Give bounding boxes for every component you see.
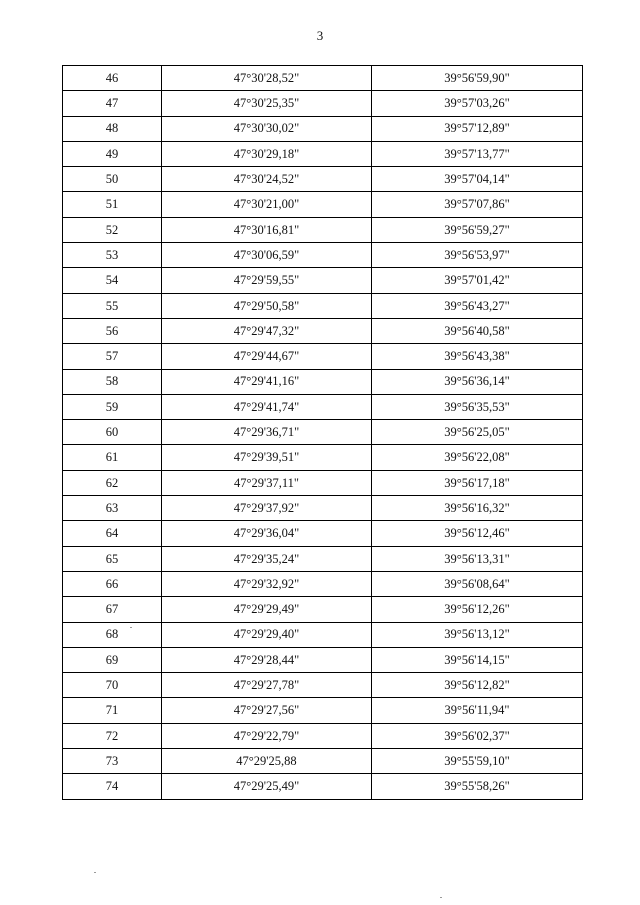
point-number-cell: 66	[63, 571, 162, 596]
point-number-cell: 48	[63, 116, 162, 141]
latitude-cell: 47°30'30,02"	[162, 116, 372, 141]
latitude-cell: 47°29'32,92"	[162, 571, 372, 596]
longitude-cell: 39°57'01,42"	[372, 268, 583, 293]
table-row	[63, 622, 583, 647]
table-row	[63, 597, 583, 622]
longitude-cell: 39°56'43,38"	[372, 344, 583, 369]
table-row	[63, 698, 583, 723]
table-row	[63, 217, 583, 242]
table-row	[63, 116, 583, 141]
latitude-cell: 47°29'37,92"	[162, 496, 372, 521]
longitude-cell: 39°56'12,46"	[372, 521, 583, 546]
table-row	[63, 344, 583, 369]
longitude-cell: 39°57'12,89"	[372, 116, 583, 141]
longitude-cell: 39°56'22,08"	[372, 445, 583, 470]
point-number-cell: 49	[63, 141, 162, 166]
latitude-cell: 47°29'29,49"	[162, 597, 372, 622]
table-row	[63, 293, 583, 318]
point-number-cell: 58	[63, 369, 162, 394]
point-number-cell: 71	[63, 698, 162, 723]
point-number-cell: 52	[63, 217, 162, 242]
latitude-cell: 47°29'35,24"	[162, 546, 372, 571]
point-number-cell: 70	[63, 673, 162, 698]
longitude-cell: 39°56'59,27"	[372, 217, 583, 242]
point-number-cell: 55	[63, 293, 162, 318]
table-row	[63, 521, 583, 546]
point-number-cell: 64	[63, 521, 162, 546]
longitude-cell: 39°56'59,90"	[372, 66, 583, 91]
longitude-cell: 39°57'07,86"	[372, 192, 583, 217]
point-number-cell: 53	[63, 243, 162, 268]
point-number-cell: 67	[63, 597, 162, 622]
point-number-cell: 57	[63, 344, 162, 369]
point-number-cell: 73	[63, 749, 162, 774]
table-row	[63, 66, 583, 91]
longitude-cell: 39°57'04,14"	[372, 167, 583, 192]
latitude-cell: 47°29'39,51"	[162, 445, 372, 470]
coordinates-table-body	[63, 66, 583, 800]
longitude-cell: 39°56'25,05"	[372, 420, 583, 445]
scan-speck	[130, 627, 132, 628]
table-row	[63, 91, 583, 116]
point-number-cell: 54	[63, 268, 162, 293]
table-row	[63, 445, 583, 470]
longitude-cell: 39°56'13,31"	[372, 546, 583, 571]
longitude-cell: 39°56'12,26"	[372, 597, 583, 622]
longitude-cell: 39°56'53,97"	[372, 243, 583, 268]
table-row	[63, 546, 583, 571]
point-number-cell: 69	[63, 647, 162, 672]
point-number-cell: 68	[63, 622, 162, 647]
longitude-cell: 39°56'08,64"	[372, 571, 583, 596]
latitude-cell: 47°29'27,56"	[162, 698, 372, 723]
latitude-cell: 47°29'28,44"	[162, 647, 372, 672]
point-number-cell: 62	[63, 470, 162, 495]
point-number-cell: 65	[63, 546, 162, 571]
point-number-cell: 51	[63, 192, 162, 217]
table-row	[63, 369, 583, 394]
latitude-cell: 47°29'47,32"	[162, 318, 372, 343]
table-row	[63, 167, 583, 192]
longitude-cell: 39°55'59,10"	[372, 749, 583, 774]
longitude-cell: 39°56'13,12"	[372, 622, 583, 647]
longitude-cell: 39°57'03,26"	[372, 91, 583, 116]
point-number-cell: 56	[63, 318, 162, 343]
table-row	[63, 749, 583, 774]
table-row	[63, 673, 583, 698]
latitude-cell: 47°29'36,71"	[162, 420, 372, 445]
latitude-cell: 47°29'36,04"	[162, 521, 372, 546]
table-row	[63, 268, 583, 293]
table-row	[63, 774, 583, 799]
latitude-cell: 47°29'29,40"	[162, 622, 372, 647]
point-number-cell: 60	[63, 420, 162, 445]
point-number-cell: 61	[63, 445, 162, 470]
latitude-cell: 47°29'22,79"	[162, 723, 372, 748]
table-row	[63, 723, 583, 748]
latitude-cell: 47°30'24,52"	[162, 167, 372, 192]
latitude-cell: 47°30'21,00"	[162, 192, 372, 217]
latitude-cell: 47°29'37,11"	[162, 470, 372, 495]
page-number: 3	[316, 28, 324, 43]
latitude-cell: 47°30'25,35"	[162, 91, 372, 116]
table-row	[63, 394, 583, 419]
table-row	[63, 420, 583, 445]
latitude-cell: 47°30'06,59"	[162, 243, 372, 268]
point-number-cell: 59	[63, 394, 162, 419]
point-number-cell: 72	[63, 723, 162, 748]
latitude-cell: 47°29'25,49"	[162, 774, 372, 799]
latitude-cell: 47°29'25,88	[162, 749, 372, 774]
latitude-cell: 47°29'44,67"	[162, 344, 372, 369]
table-row	[63, 243, 583, 268]
latitude-cell: 47°30'28,52"	[162, 66, 372, 91]
longitude-cell: 39°56'35,53"	[372, 394, 583, 419]
longitude-cell: 39°56'14,15"	[372, 647, 583, 672]
table-row	[63, 496, 583, 521]
longitude-cell: 39°56'11,94"	[372, 698, 583, 723]
point-number-cell: 47	[63, 91, 162, 116]
longitude-cell: 39°56'02,37"	[372, 723, 583, 748]
scan-speck	[440, 897, 442, 898]
table-row	[63, 192, 583, 217]
latitude-cell: 47°29'59,55"	[162, 268, 372, 293]
coordinates-table	[62, 65, 583, 800]
scan-speck	[94, 872, 96, 873]
longitude-cell: 39°56'43,27"	[372, 293, 583, 318]
longitude-cell: 39°56'36,14"	[372, 369, 583, 394]
latitude-cell: 47°29'27,78"	[162, 673, 372, 698]
longitude-cell: 39°55'58,26"	[372, 774, 583, 799]
latitude-cell: 47°30'16,81"	[162, 217, 372, 242]
longitude-cell: 39°56'40,58"	[372, 318, 583, 343]
table-row	[63, 318, 583, 343]
point-number-cell: 63	[63, 496, 162, 521]
point-number-cell: 74	[63, 774, 162, 799]
latitude-cell: 47°30'29,18"	[162, 141, 372, 166]
table-row	[63, 647, 583, 672]
longitude-cell: 39°56'17,18"	[372, 470, 583, 495]
point-number-cell: 46	[63, 66, 162, 91]
latitude-cell: 47°29'41,74"	[162, 394, 372, 419]
longitude-cell: 39°56'12,82"	[372, 673, 583, 698]
table-row	[63, 571, 583, 596]
table-row	[63, 470, 583, 495]
table-row	[63, 141, 583, 166]
longitude-cell: 39°56'16,32"	[372, 496, 583, 521]
latitude-cell: 47°29'41,16"	[162, 369, 372, 394]
latitude-cell: 47°29'50,58"	[162, 293, 372, 318]
longitude-cell: 39°57'13,77"	[372, 141, 583, 166]
point-number-cell: 50	[63, 167, 162, 192]
